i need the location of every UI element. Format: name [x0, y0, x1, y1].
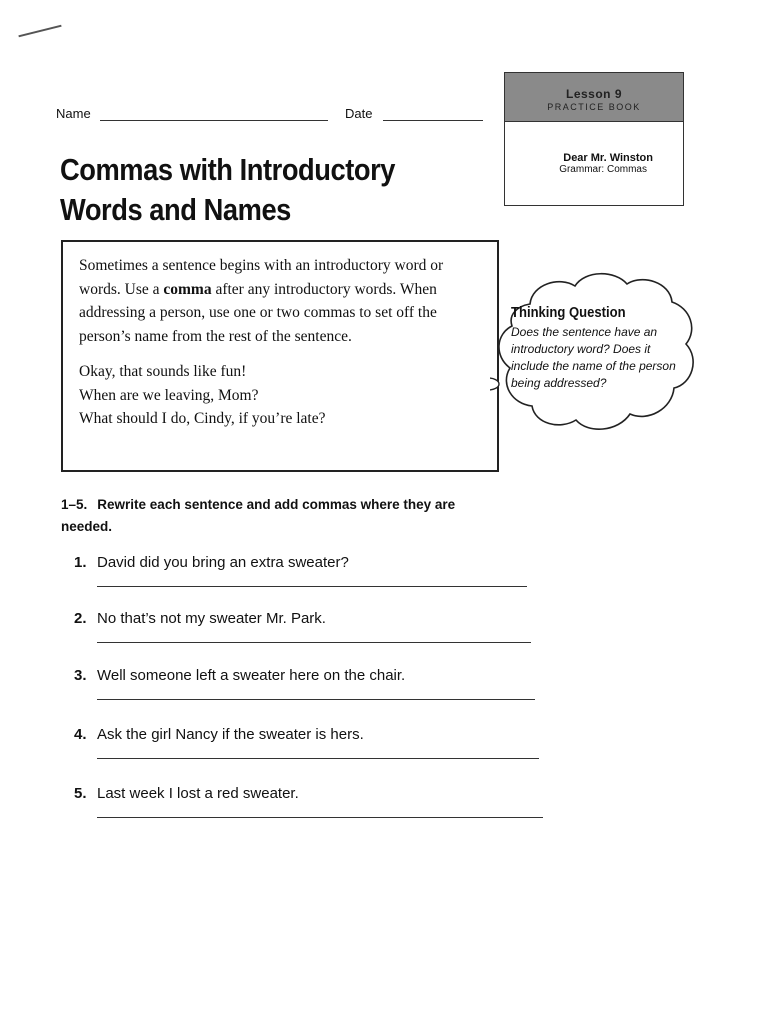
answer-line-2[interactable] [97, 642, 531, 643]
example-1: Okay, that sounds like fun! [79, 363, 247, 380]
lesson-box [504, 72, 684, 206]
item-number: 4. [74, 726, 87, 743]
date-label: Date [345, 106, 373, 121]
directions [61, 494, 491, 538]
story-title: Dear Mr. Winston [563, 152, 653, 164]
date-line[interactable] [383, 120, 483, 121]
item-sentence: Ask the girl Nancy if the sweater is hers. [97, 726, 364, 743]
item-sentence: Well someone left a sweater here on the chair. [97, 667, 406, 684]
item-sentence: Last week I lost a red sweater. [97, 785, 299, 802]
item-sentence: No that’s not my sweater Mr. Park. [97, 610, 326, 627]
item-sentence: David did you bring an extra sweater? [97, 554, 349, 571]
practice-book-label: PRACTICE BOOK [547, 102, 641, 112]
example-2: When are we leaving, Mom? [79, 386, 259, 404]
skill-label: Grammar: Commas [559, 164, 647, 175]
name-line[interactable] [100, 120, 328, 121]
answer-line-1[interactable] [97, 586, 527, 587]
title-line-1: Commas with Introductory [60, 152, 396, 187]
example-3: What should I do, Cindy, if you’re late? [79, 410, 326, 427]
answer-line-4[interactable] [97, 758, 539, 759]
examples [79, 360, 481, 431]
rule-box [61, 240, 499, 472]
item-number: 3. [74, 667, 87, 684]
rule-text-part-2: after any introductory words. When addressing a person, use one or two commas to set off the person’s name from the rest of the sentence. [79, 280, 437, 345]
lesson-header [505, 73, 683, 121]
item-number: 5. [74, 785, 87, 802]
item-number: 2. [74, 610, 87, 627]
thinking-question-title: Thinking Question [511, 305, 626, 321]
directions-range: 1–5. [61, 497, 88, 512]
name-date-row [56, 106, 486, 128]
name-label: Name [56, 106, 91, 121]
rule-keyword: comma [163, 280, 212, 298]
item-number: 1. [74, 554, 87, 571]
pencil-mark [18, 25, 61, 38]
lesson-number: Lesson 9 [565, 87, 623, 101]
title-line-2: Words and Names [60, 192, 291, 227]
page-title [60, 150, 395, 230]
thinking-question [511, 305, 681, 392]
thinking-question-body: Does the sentence have an introductory word? Does it include the name of the person being addressed? [511, 325, 676, 390]
answer-line-3[interactable] [97, 699, 535, 700]
rule-text-part-1: Sometimes a sentence begins with an introductory word or words. Use a [79, 257, 444, 298]
answer-line-5[interactable] [97, 817, 543, 818]
directions-text: Rewrite each sentence and add commas where they are needed. [61, 497, 456, 534]
rule-text [79, 254, 481, 348]
